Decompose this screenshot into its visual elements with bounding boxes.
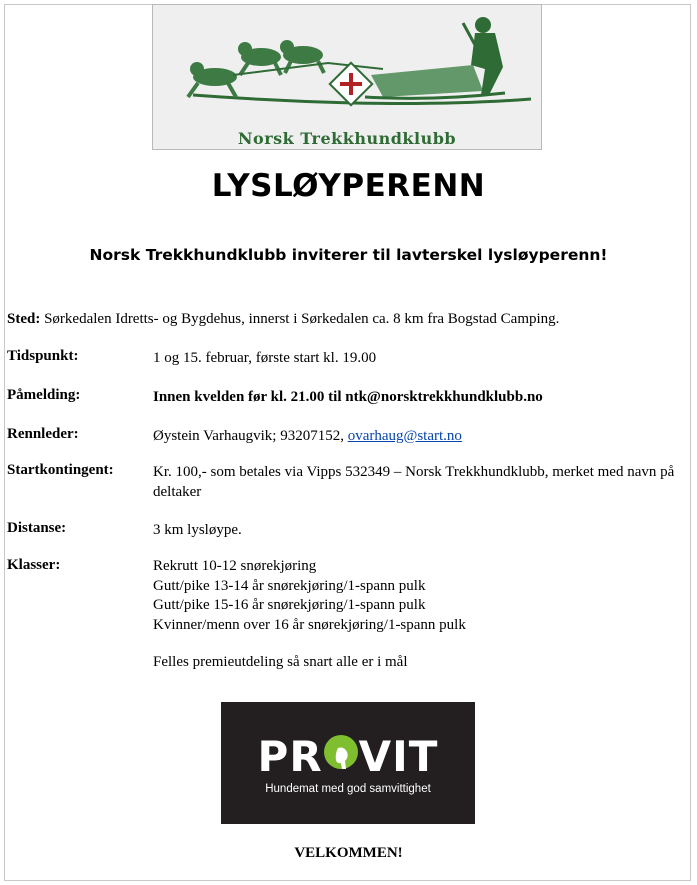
welcome-text: VELKOMMEN! [294,845,403,861]
sponsor-brand-right: VIT [358,732,439,781]
rennleder-label: Rennleder: [7,426,79,442]
rennleder-email-link[interactable]: ovarhaug@start.no [347,428,462,444]
klasser-label: Klasser: [7,557,61,573]
distanse-label: Distanse: [7,520,67,536]
club-logo [152,4,542,150]
klasser-list [153,557,683,635]
sponsor-logo [221,702,475,824]
list-item: Rekrutt 10-12 snørekjøring [153,558,317,574]
list-item: Gutt/pike 15-16 år snørekjøring/1-spann pulk [153,597,426,613]
tidspunkt-value: 1 og 15. februar, første start kl. 19.00 [153,350,377,366]
pamelding-value: Innen kvelden før kl. 21.00 til ntk@norsktrekkhundklubb.no [153,389,543,405]
sted-row [7,311,559,328]
tidspunkt-label: Tidspunkt: [7,348,79,364]
startkontingent-label: Startkontingent: [7,462,114,478]
sponsor-brand [221,732,475,781]
distanse-value: 3 km lysløype. [153,522,242,538]
pamelding-label: Påmelding: [7,387,81,403]
list-item: Gutt/pike 13-14 år snørekjøring/1-spann pulk [153,577,426,594]
sponsor-brand-left: PR [257,732,323,781]
page-title: LYSLØYPERENN [211,168,486,204]
page-subtitle: Norsk Trekkhundklubb inviterer til lavterskel lysløyperenn! [89,246,608,264]
list-item: Kvinner/menn over 16 år snørekjøring/1-spann pulk [153,616,466,633]
premie-text: Felles premieutdeling så snart alle er i mål [153,654,408,670]
sted-value: Sørkedalen Idretts- og Bygdehus, innerst i Sørkedalen ca. 8 km fra Bogstad Camping. [44,311,560,327]
dog-head-icon [324,735,358,769]
startkontingent-value: Kr. 100,- som betales via Vipps 532349 – Norsk Trekkhundklubb, merket med navn på deltaker [153,464,675,500]
rennleder-value: Øystein Varhaugvik; 93207152, [153,428,348,444]
club-name: Norsk Trekkhundklubb [237,129,457,148]
sted-label: Sted: [7,311,41,327]
sponsor-tagline: Hundemat med god samvittighet [265,783,431,795]
rennleder-row [153,426,683,446]
